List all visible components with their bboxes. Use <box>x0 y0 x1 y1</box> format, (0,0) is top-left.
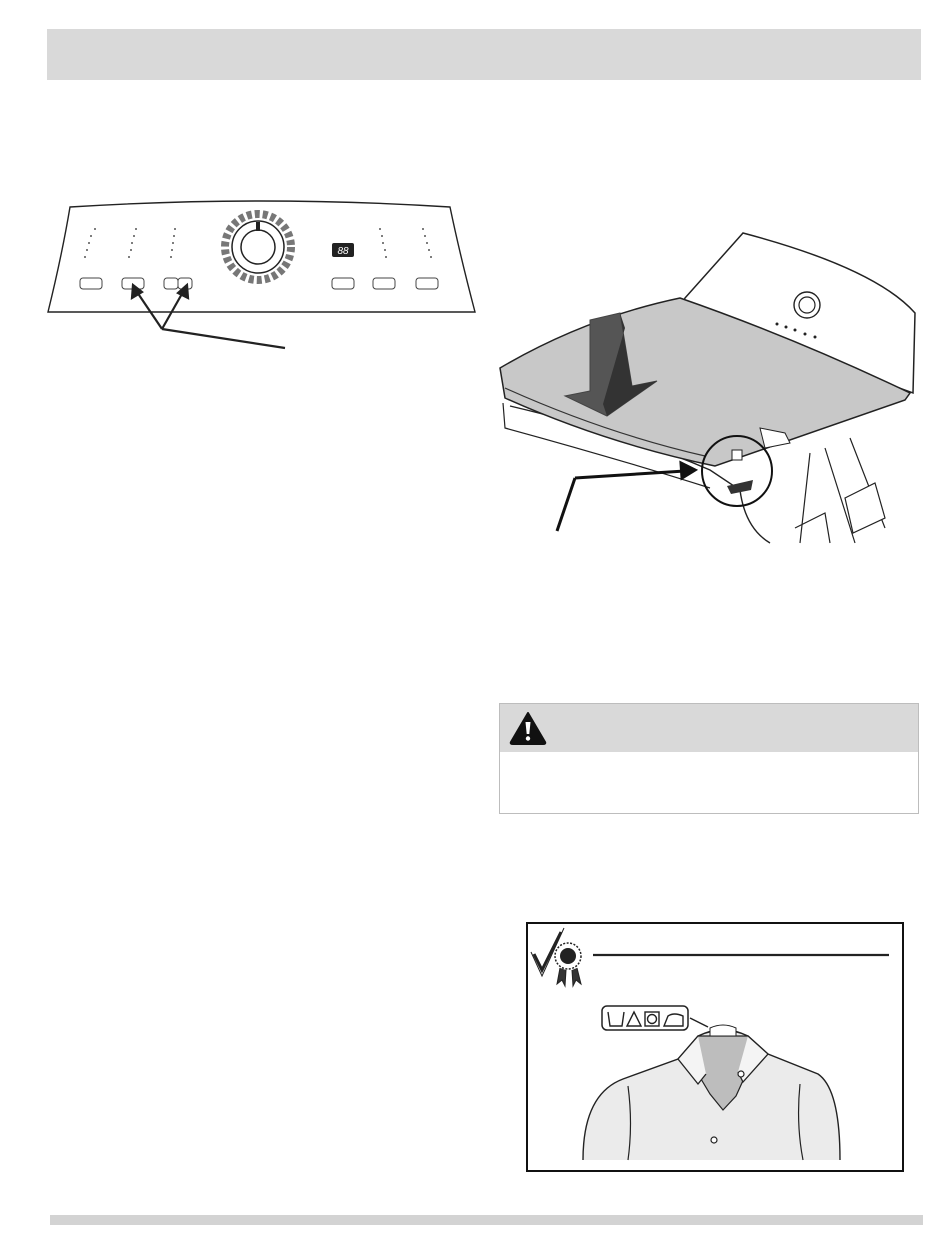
control-panel-figure <box>40 195 480 355</box>
cycle-knob <box>225 214 291 280</box>
tip-box <box>526 922 904 1172</box>
shirt-care-label-figure <box>528 924 902 1170</box>
washer-lid-figure <box>495 228 920 546</box>
option-button <box>373 278 395 289</box>
option-button <box>416 278 438 289</box>
option-button <box>80 278 102 289</box>
display-readout: 88 <box>337 246 349 257</box>
footer-bar <box>50 1215 923 1225</box>
header-bar <box>47 29 921 80</box>
checkmark-ribbon-icon <box>531 928 581 986</box>
callout-arrow <box>557 463 695 531</box>
option-button <box>164 278 178 289</box>
option-button <box>332 278 354 289</box>
exclamation-triangle-icon <box>509 711 547 745</box>
shirt-illustration <box>583 1025 840 1160</box>
warning-header <box>500 704 918 752</box>
warning-box <box>499 703 919 814</box>
